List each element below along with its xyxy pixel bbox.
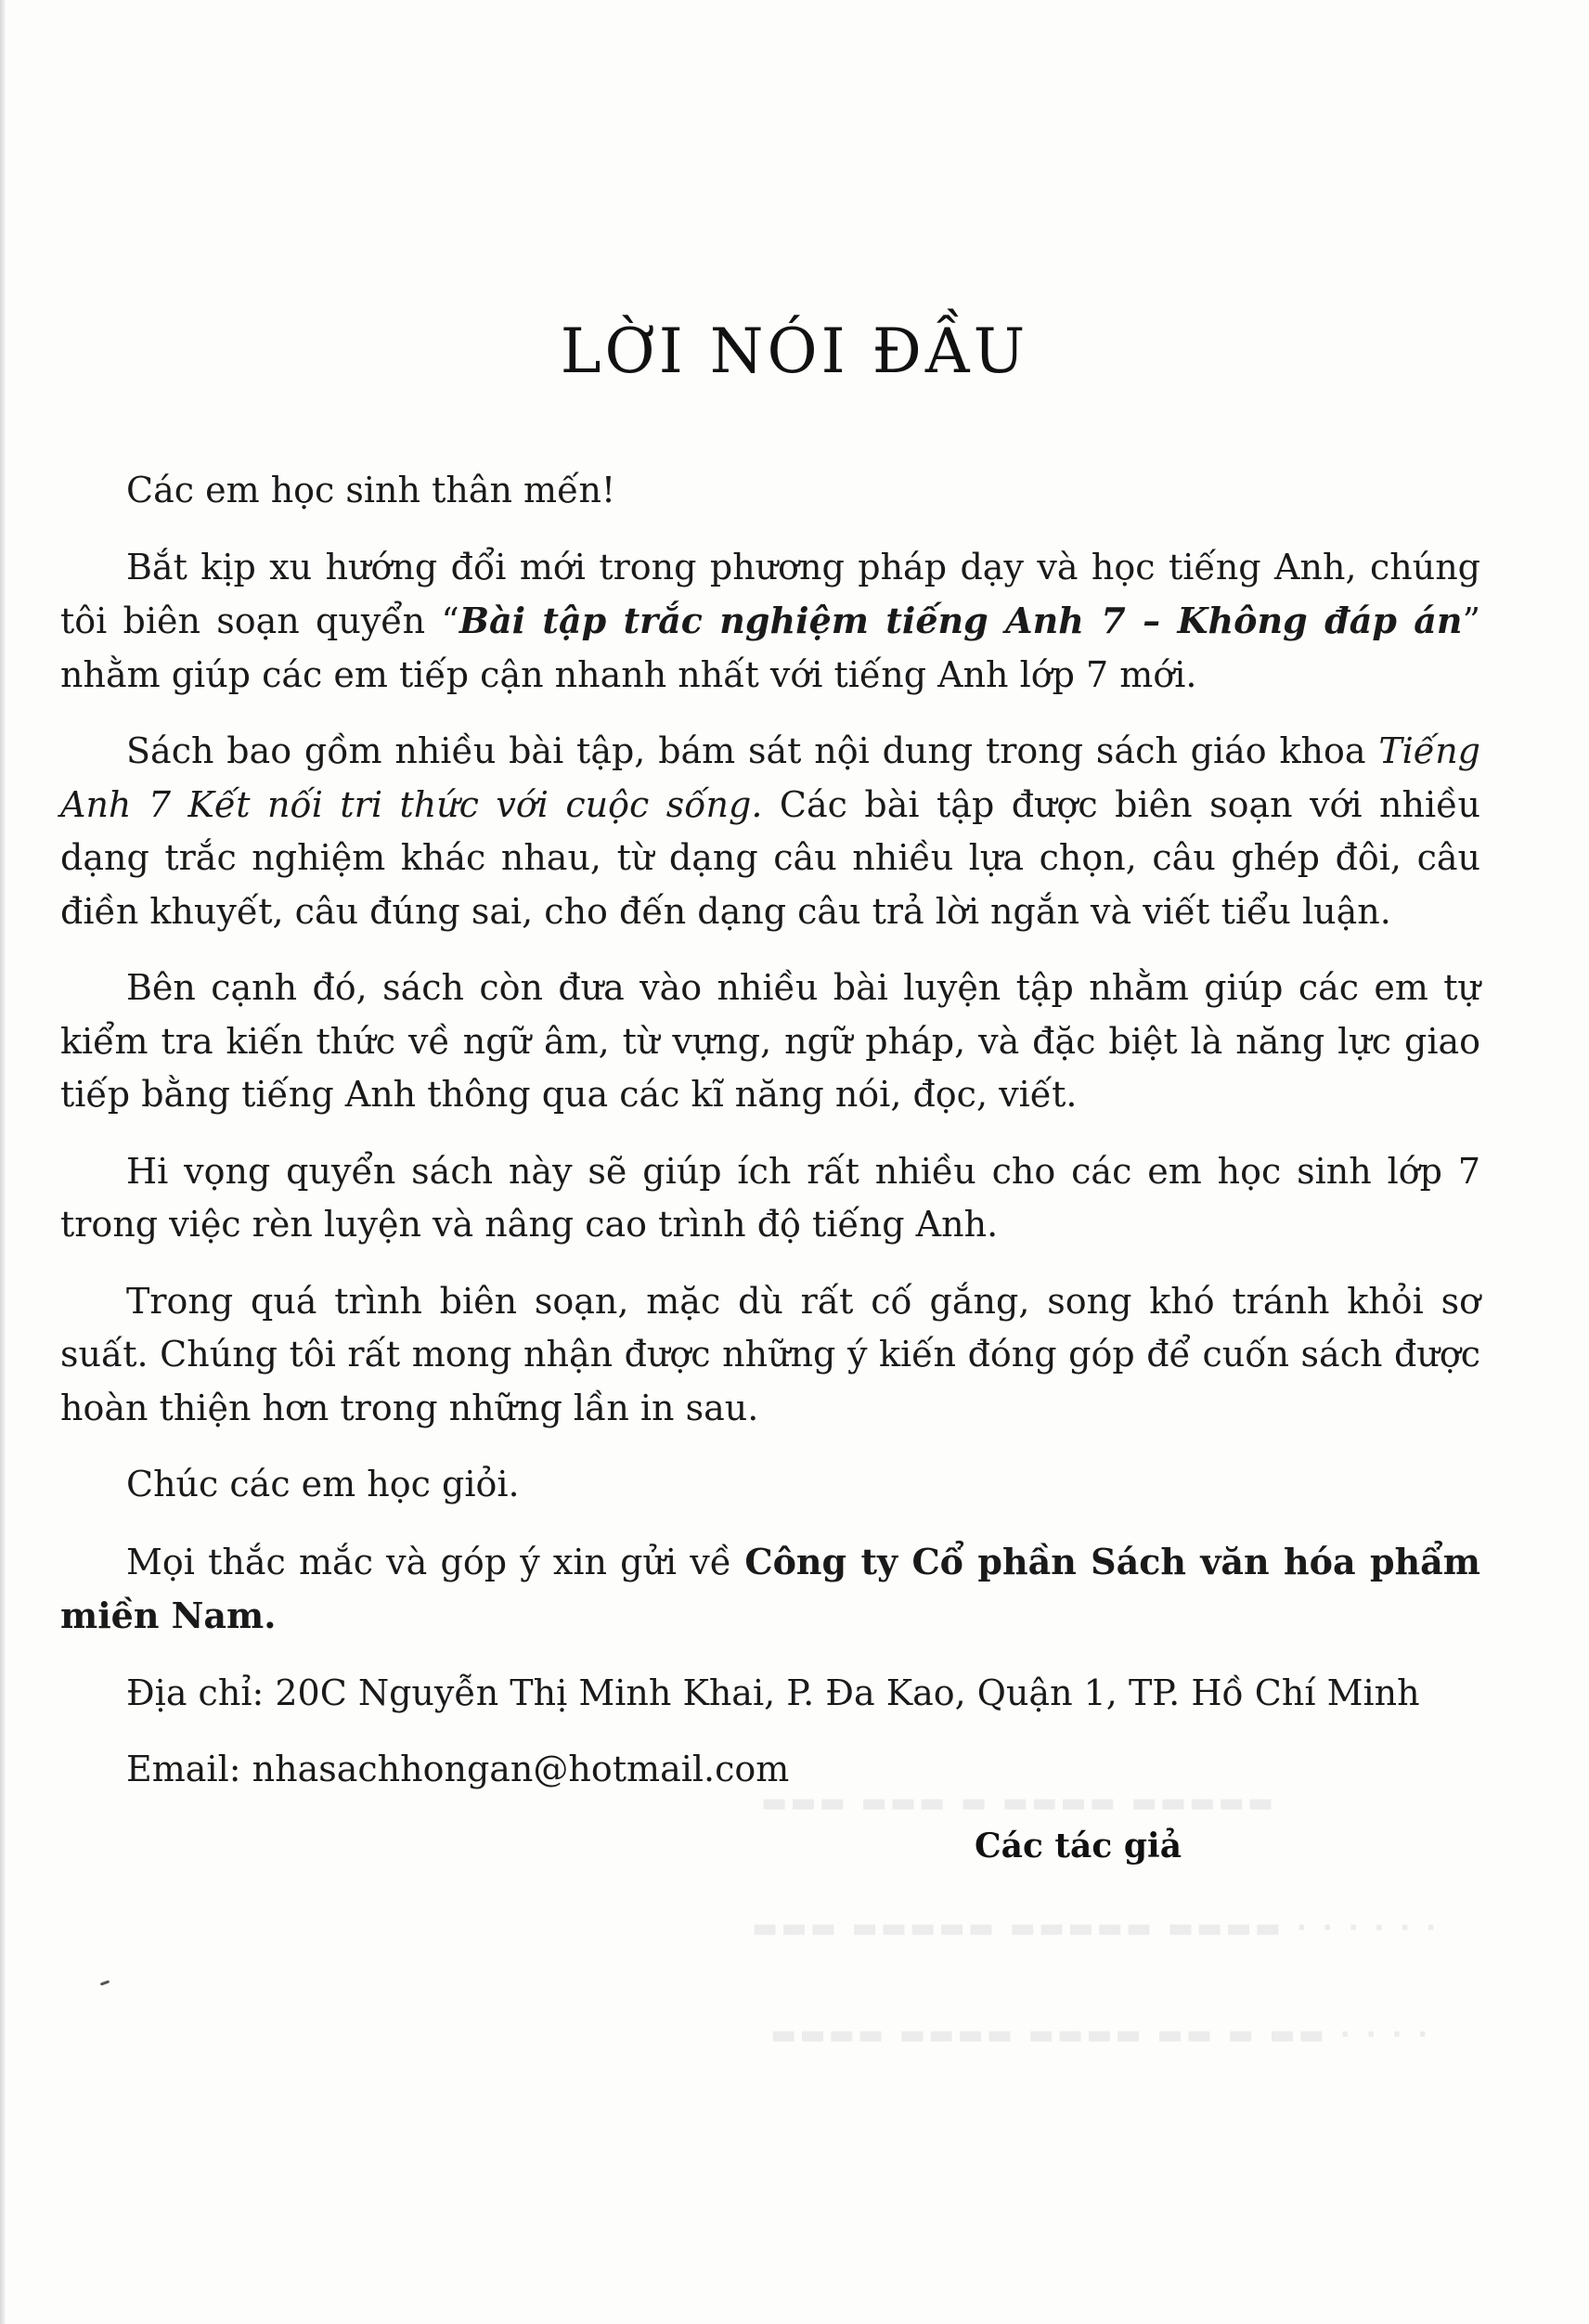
preface-body	[60, 464, 1480, 1820]
paragraph-hope: Hi vọng quyển sách này sẽ giúp ích rất nhiều cho các em học sinh lớp 7 trong việc rèn luyện và nâng cao trình độ tiếng Anh.	[60, 1150, 1480, 1245]
email-line: Email: nhasachhongan@hotmail.com	[126, 1749, 790, 1789]
greeting: Các em học sinh thân mến!	[126, 470, 616, 510]
address-line: Địa chỉ: 20C Nguyễn Thị Minh Khai, P. Đa Kao, Quận 1, TP. Hồ Chí Minh	[126, 1672, 1420, 1713]
paragraph-wishes: Chúc các em học giỏi.	[126, 1464, 520, 1504]
paragraph-contact: Mọi thắc mắc và góp ý xin gửi về Công ty Cổ phần Sách văn hóa phẩm miền Nam.	[60, 1540, 1480, 1636]
book-title: Bài tập trắc nghiệm tiếng Anh 7 – Không đáp án	[459, 600, 1463, 641]
publisher-name: Công ty Cổ phần Sách văn hóa phẩm miền Nam.	[60, 1540, 1480, 1636]
textbook-title: Tiếng Anh 7 Kết nối tri thức với cuộc sống.	[60, 730, 1480, 825]
show-through-mark: ▬▬▬ ▬▬▬▬▬ ▬▬▬▬▬ ▬▬▬▬ · · · · · ·	[752, 1912, 1440, 1944]
show-through-mark: ▬▬▬ ▬▬▬ ▬ ▬▬▬▬ ▬▬▬▬▬	[761, 1787, 1277, 1819]
signature: Các tác giả	[975, 1827, 1182, 1866]
show-through-mark: ▬▬▬▬ ▬▬▬▬ ▬▬▬▬ ▬▬ ▬ ▬▬ · · · ·	[770, 2019, 1431, 2051]
paragraph-feedback: Trong quá trình biên soạn, mặc dù rất cố gắng, song khó tránh khỏi sơ suất. Chúng tôi rất mong nhận được những ý kiến đóng góp để cuốn sách được hoàn thiện hơn trong những lần in sau.	[60, 1280, 1480, 1428]
paragraph-practice: Bên cạnh đó, sách còn đưa vào nhiều bài luyện tập nhằm giúp các em tự kiểm tra kiến thức về ngữ âm, từ vựng, ngữ pháp, và đặc biệt là năng lực giao tiếp bằng tiếng Anh thông qua các kĩ năng nói, đọc, viết.	[60, 967, 1480, 1115]
page-title: LỜI NÓI ĐẦU	[560, 316, 1029, 387]
paragraph-content: Sách bao gồm nhiều bài tập, bám sát nội dung trong sách giáo khoa Tiếng Anh 7 Kết nối tri thức với cuộc sống. Các bài tập được biên soạn với nhiều dạng trắc nghiệm khác nhau, từ dạng câu nhiều lựa chọn, câu ghép đôi, câu điền khuyết, câu đúng sai, cho đến dạng câu trả lời ngắn và viết tiểu luận.	[60, 730, 1481, 932]
paragraph-intro: Bắt kịp xu hướng đổi mới trong phương pháp dạy và học tiếng Anh, chúng tôi biên soạn quyển “Bài tập trắc nghiệm tiếng Anh 7 – Không đáp án” nhằm giúp các em tiếp cận nhanh nhất với tiếng Anh lớp 7 mới.	[60, 546, 1480, 695]
print-speck	[100, 1980, 110, 1985]
